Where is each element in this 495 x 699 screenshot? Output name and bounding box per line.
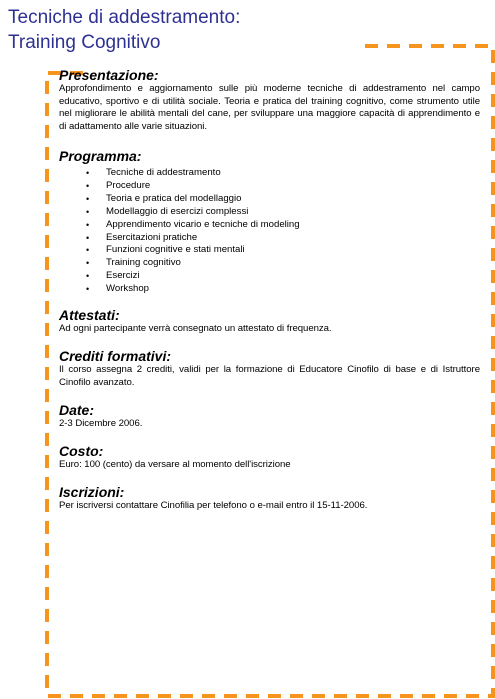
iscrizioni-text: Per iscriversi contattare Cinofilia per telefono o e-mail entro il 15-11-2006.: [59, 500, 368, 511]
list-item-label: Training cognitivo: [106, 257, 181, 269]
list-item: [59, 283, 480, 296]
date-text: 2-3 Dicembre 2006.: [59, 418, 143, 429]
section-presentazione: [59, 68, 480, 133]
bullet-icon: •: [86, 271, 90, 282]
list-item-label: Teoria e pratica del modellaggio: [106, 192, 242, 204]
bullet-icon: •: [86, 193, 90, 204]
bullet-icon: •: [86, 284, 90, 295]
crediti-text: Il corso assegna 2 crediti, validi per la formazione di Educatore Cinofilo di base e di Istruttore Cinofilo avanzato.: [59, 364, 480, 388]
section-programma: [59, 149, 480, 296]
page-title-line-2: Training Cognitivo: [8, 32, 161, 53]
bullet-icon: •: [86, 258, 90, 269]
section-attestati: [59, 308, 480, 336]
section-date: [59, 403, 480, 431]
list-item: [59, 232, 480, 245]
list-item-label: Apprendimento vicario e tecniche di modeling: [106, 218, 300, 230]
list-item: [59, 270, 480, 283]
bullet-icon: •: [86, 219, 90, 230]
date-heading: Date:: [59, 402, 95, 418]
list-item-label: Modellaggio di esercizi complessi: [106, 205, 249, 217]
list-item: [59, 167, 480, 180]
list-item-label: Tecniche di addestramento: [106, 167, 221, 178]
page-title-line-1: Tecniche di addestramento:: [8, 7, 241, 28]
attestati-text: Ad ogni partecipante verrà consegnato un attestato di frequenza.: [59, 323, 332, 334]
costo-text: Euro: 100 (cento) da versare al momento dell'iscrizione: [59, 459, 291, 470]
costo-heading: Costo:: [59, 443, 104, 459]
bullet-icon: •: [86, 206, 90, 217]
presentazione-heading: Presentazione:: [59, 67, 159, 83]
list-item: [59, 206, 480, 219]
crediti-heading: Crediti formativi:: [59, 348, 172, 364]
section-costo: [59, 444, 480, 472]
bullet-icon: •: [86, 232, 90, 243]
section-crediti: [59, 349, 480, 389]
list-item: [59, 244, 480, 257]
list-item: [59, 180, 480, 193]
list-item-label: Esercitazioni pratiche: [106, 231, 198, 243]
list-item-label: Funzioni cognitive e stati mentali: [106, 244, 245, 256]
attestati-heading: Attestati:: [59, 307, 120, 323]
list-item-label: Procedure: [106, 179, 151, 191]
list-item: [59, 219, 480, 232]
list-item-label: Esercizi: [106, 270, 140, 282]
presentazione-text: Approfondimento e aggiornamento sulle più moderne tecniche di addestramento nel campo educativo, sportivo e di utilità sociale. Teoria e pratica del training cognitivo, come strumento utile nel migliorare le abilità mentali del cane, per sviluppare una maggiore capacità di apprendimento e di adattamento alle varie situazioni.: [59, 83, 480, 132]
programma-heading: Programma:: [59, 148, 142, 164]
list-item: [59, 257, 480, 270]
list-item: [59, 193, 480, 206]
bullet-icon: •: [86, 245, 90, 256]
section-iscrizioni: [59, 485, 480, 513]
iscrizioni-heading: Iscrizioni:: [59, 484, 125, 500]
bullet-icon: •: [86, 168, 90, 178]
list-item-label: Workshop: [106, 283, 150, 295]
programma-list: [59, 167, 480, 296]
bullet-icon: •: [86, 180, 90, 191]
